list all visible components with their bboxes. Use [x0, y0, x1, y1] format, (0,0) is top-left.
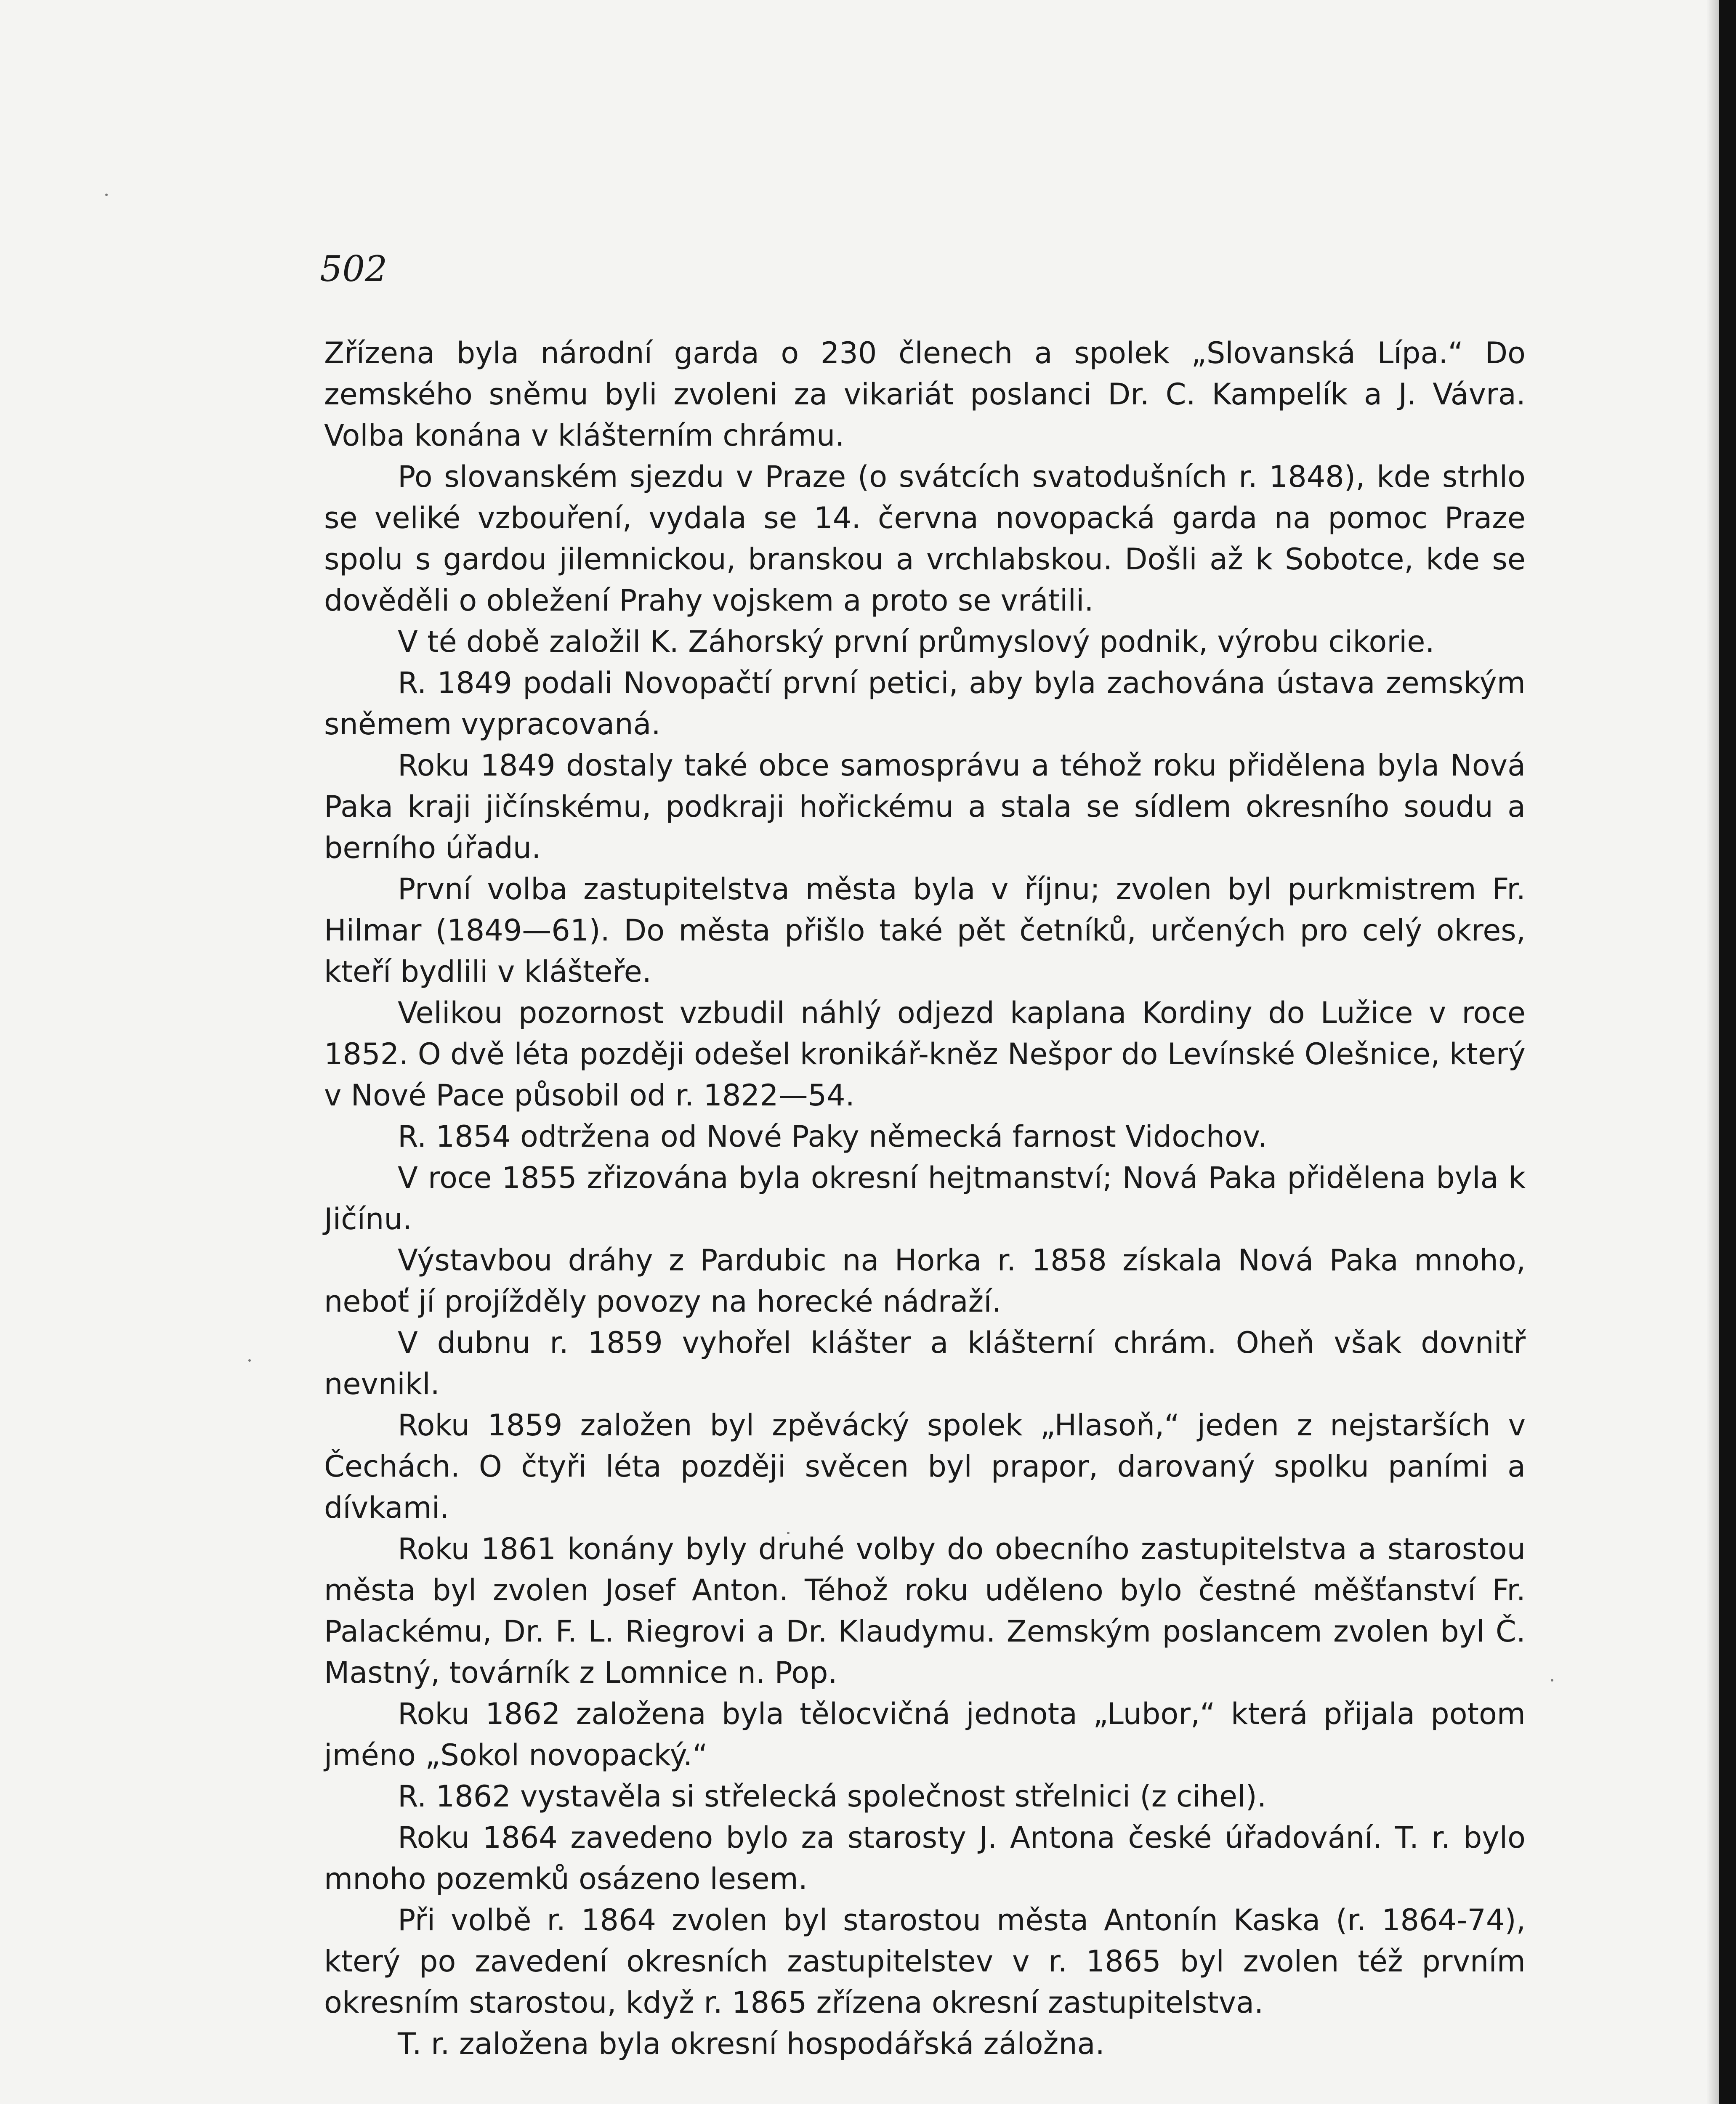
- paragraph: Roku 1849 dostaly také obce samosprávu a téhož roku přidělena byla Nová Paka kraji jičínskému, podkraji hořickému a stala se sídlem okresního soudu a berního úřadu.: [324, 748, 1526, 865]
- paragraph: V dubnu r. 1859 vyhořel klášter a klášterní chrám. Oheň však dovnitř nevnikl.: [324, 1326, 1526, 1401]
- paragraph: Roku 1861 konány byly druhé volby do obecního zastupitelstva a starostou města byl zvolen Josef Anton. Téhož roku uděleno bylo čestné měšťanství Fr. Palackému, Dr. F. L. Riegrovi a Dr. Klaudymu. Zemským poslancem zvolen byl Č. Mastný, továrník z Lomnice n. Pop.: [324, 1532, 1526, 1690]
- paragraph: Výstavbou dráhy z Pardubic na Horka r. 1858 získala Nová Paka mnoho, neboť jí projížděly povozy na horecké nádraží.: [324, 1243, 1526, 1319]
- paragraph: Zřízena byla národní garda o 230 členech a spolek „Slovanská Lípa.“ Do zemského sněmu byli zvoleni za vikariát poslanci Dr. C. Kampelík a J. Vávra. Volba konána v klášterním chrámu.: [324, 336, 1526, 453]
- paragraph: R. 1854 odtržena od Nové Paky německá farnost Vidochov.: [398, 1119, 1268, 1154]
- paragraph: R. 1862 vystavěla si střelecká společnost střelnici (z cihel).: [398, 1779, 1267, 1814]
- paragraph: Při volbě r. 1864 zvolen byl starostou města Antonín Kaska (r. 1864-74), který po zavedení okresních zastupitelstev v r. 1865 byl zvolen též prvním okresním starostou, když r. 1865 zřízena okresní zastupitelstva.: [324, 1903, 1526, 2020]
- page-body: [324, 332, 1526, 2064]
- paragraph: Velikou pozornost vzbudil náhlý odjezd kaplana Kordiny do Lužice v roce 1852. O dvě léta později odešel kronikář-kněz Nešpor do Levínské Olešnice, který v Nové Pace působil od r. 1822—54.: [324, 996, 1526, 1113]
- paragraph: V té době založil K. Záhorský první průmyslový podnik, výrobu cikorie.: [398, 624, 1435, 659]
- dust-speck: [248, 1359, 251, 1362]
- paragraph: Roku 1864 zavedeno bylo za starosty J. Antona české úřadování. T. r. bylo mnoho pozemků osázeno lesem.: [324, 1820, 1526, 1896]
- paragraph: První volba zastupitelstva města byla v říjnu; zvolen byl purkmistrem Fr. Hilmar (1849—61). Do města přišlo také pět četníků, určených pro celý okres, kteří bydlili v klášteře.: [324, 872, 1526, 989]
- paragraph: Po slovanském sjezdu v Praze (o svátcích svatodušních r. 1848), kde strhlo se veliké vzbouření, vydala se 14. června novopacká garda na pomoc Praze spolu s gardou jilemnickou, branskou a vrchlabskou. Došli až k Sobotce, kde se dověděli o obležení Prahy vojskem a proto se vrátili.: [324, 460, 1526, 618]
- dust-speck: [105, 194, 108, 196]
- page-number: 502: [320, 248, 388, 290]
- scan-edge: [1719, 0, 1736, 2104]
- paragraph: Roku 1862 založena byla tělocvičná jednota „Lubor,“ která přijala potom jméno „Sokol novopacký.“: [324, 1697, 1526, 1772]
- paragraph: Roku 1859 založen byl zpěvácký spolek „Hlasoň,“ jeden z nejstarších v Čechách. O čtyři léta později svěcen byl prapor, darovaný spolku paními a dívkami.: [324, 1408, 1526, 1525]
- dust-speck: [1551, 1679, 1553, 1682]
- paragraph: R. 1849 podali Novopačtí první petici, aby byla zachována ústava zemským sněmem vypracovaná.: [324, 666, 1526, 741]
- paragraph: V roce 1855 zřizována byla okresní hejtmanství; Nová Paka přidělena byla k Jičínu.: [324, 1161, 1526, 1236]
- paragraph: T. r. založena byla okresní hospodářská záložna.: [398, 2027, 1105, 2061]
- scan-shadow: [1707, 0, 1719, 2104]
